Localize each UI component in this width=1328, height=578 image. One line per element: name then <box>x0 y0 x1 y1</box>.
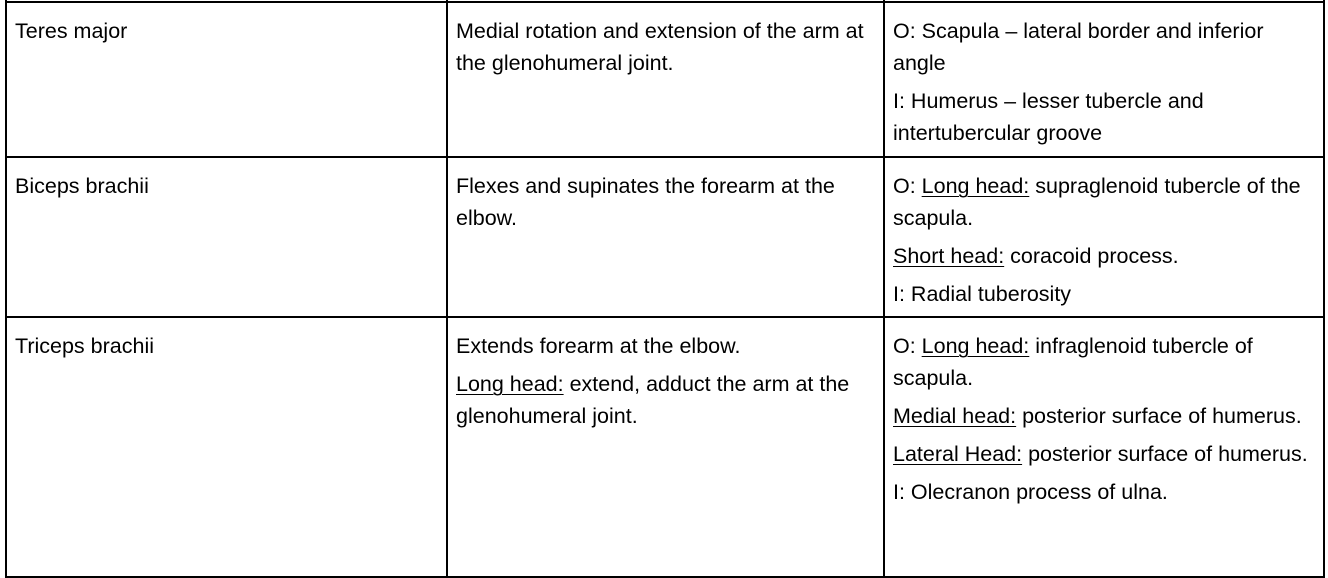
origin-text: posterior surface of humerus. <box>1016 404 1302 428</box>
muscle-name: Teres major <box>15 19 128 43</box>
muscle-table <box>5 0 1325 578</box>
action-cell <box>447 157 884 317</box>
head-label: Medial head: <box>893 404 1017 428</box>
origin-prefix: O: <box>893 174 922 198</box>
head-label: Long head: <box>921 174 1030 198</box>
attachment-cell <box>884 2 1324 157</box>
origin-text: coracoid process. <box>1004 244 1179 268</box>
insertion-text: Radial tuberosity <box>910 282 1072 306</box>
origin-prefix: O: <box>893 334 922 358</box>
attachment-cell <box>884 157 1324 317</box>
action-text <box>456 170 875 234</box>
insertion-prefix: I: <box>893 480 911 504</box>
origin-prefix: O: <box>893 19 922 43</box>
origin-line <box>893 170 1315 234</box>
action-text-body: Extends forearm at the elbow. <box>456 334 741 358</box>
origin-line <box>893 240 1315 272</box>
origin-line <box>893 438 1315 470</box>
origin-text: Scapula – lateral border and inferior angle <box>893 19 1264 75</box>
origin-text: supraglenoid tubercle of the scapula. <box>893 174 1301 230</box>
action-text <box>456 368 875 432</box>
head-label: Long head: <box>921 334 1030 358</box>
insertion-line <box>893 85 1315 149</box>
insertion-line <box>893 476 1315 508</box>
origin-line <box>893 15 1315 79</box>
action-text <box>456 330 875 362</box>
head-label: Lateral Head: <box>893 442 1023 466</box>
insertion-prefix: I: <box>893 282 911 306</box>
origin-text: infraglenoid tubercle of scapula. <box>893 334 1253 390</box>
muscle-name-cell <box>6 157 447 317</box>
table-row <box>6 317 1324 577</box>
action-cell <box>447 317 884 577</box>
action-text-body: extend, adduct the arm at the glenohumeral joint. <box>456 372 850 428</box>
head-label: Long head: <box>456 372 564 396</box>
action-text-body: Medial rotation and extension of the arm at the glenohumeral joint. <box>456 19 864 75</box>
muscle-name-cell <box>6 2 447 157</box>
action-cell <box>447 2 884 157</box>
action-text <box>456 15 875 79</box>
insertion-text: Olecranon process of ulna. <box>910 480 1168 504</box>
head-label: Short head: <box>893 244 1005 268</box>
table-row <box>6 2 1324 157</box>
attachment-cell <box>884 317 1324 577</box>
insertion-line <box>893 278 1315 310</box>
origin-line <box>893 330 1315 394</box>
origin-text: posterior surface of humerus. <box>1022 442 1308 466</box>
muscle-name: Triceps brachii <box>15 334 154 358</box>
insertion-text: Humerus – lesser tubercle and intertubercular groove <box>893 89 1204 145</box>
muscle-name-cell <box>6 317 447 577</box>
muscle-name: Biceps brachii <box>15 174 149 198</box>
action-text-body: Flexes and supinates the forearm at the elbow. <box>456 174 835 230</box>
insertion-prefix: I: <box>893 89 911 113</box>
table-row <box>6 157 1324 317</box>
origin-line <box>893 400 1315 432</box>
